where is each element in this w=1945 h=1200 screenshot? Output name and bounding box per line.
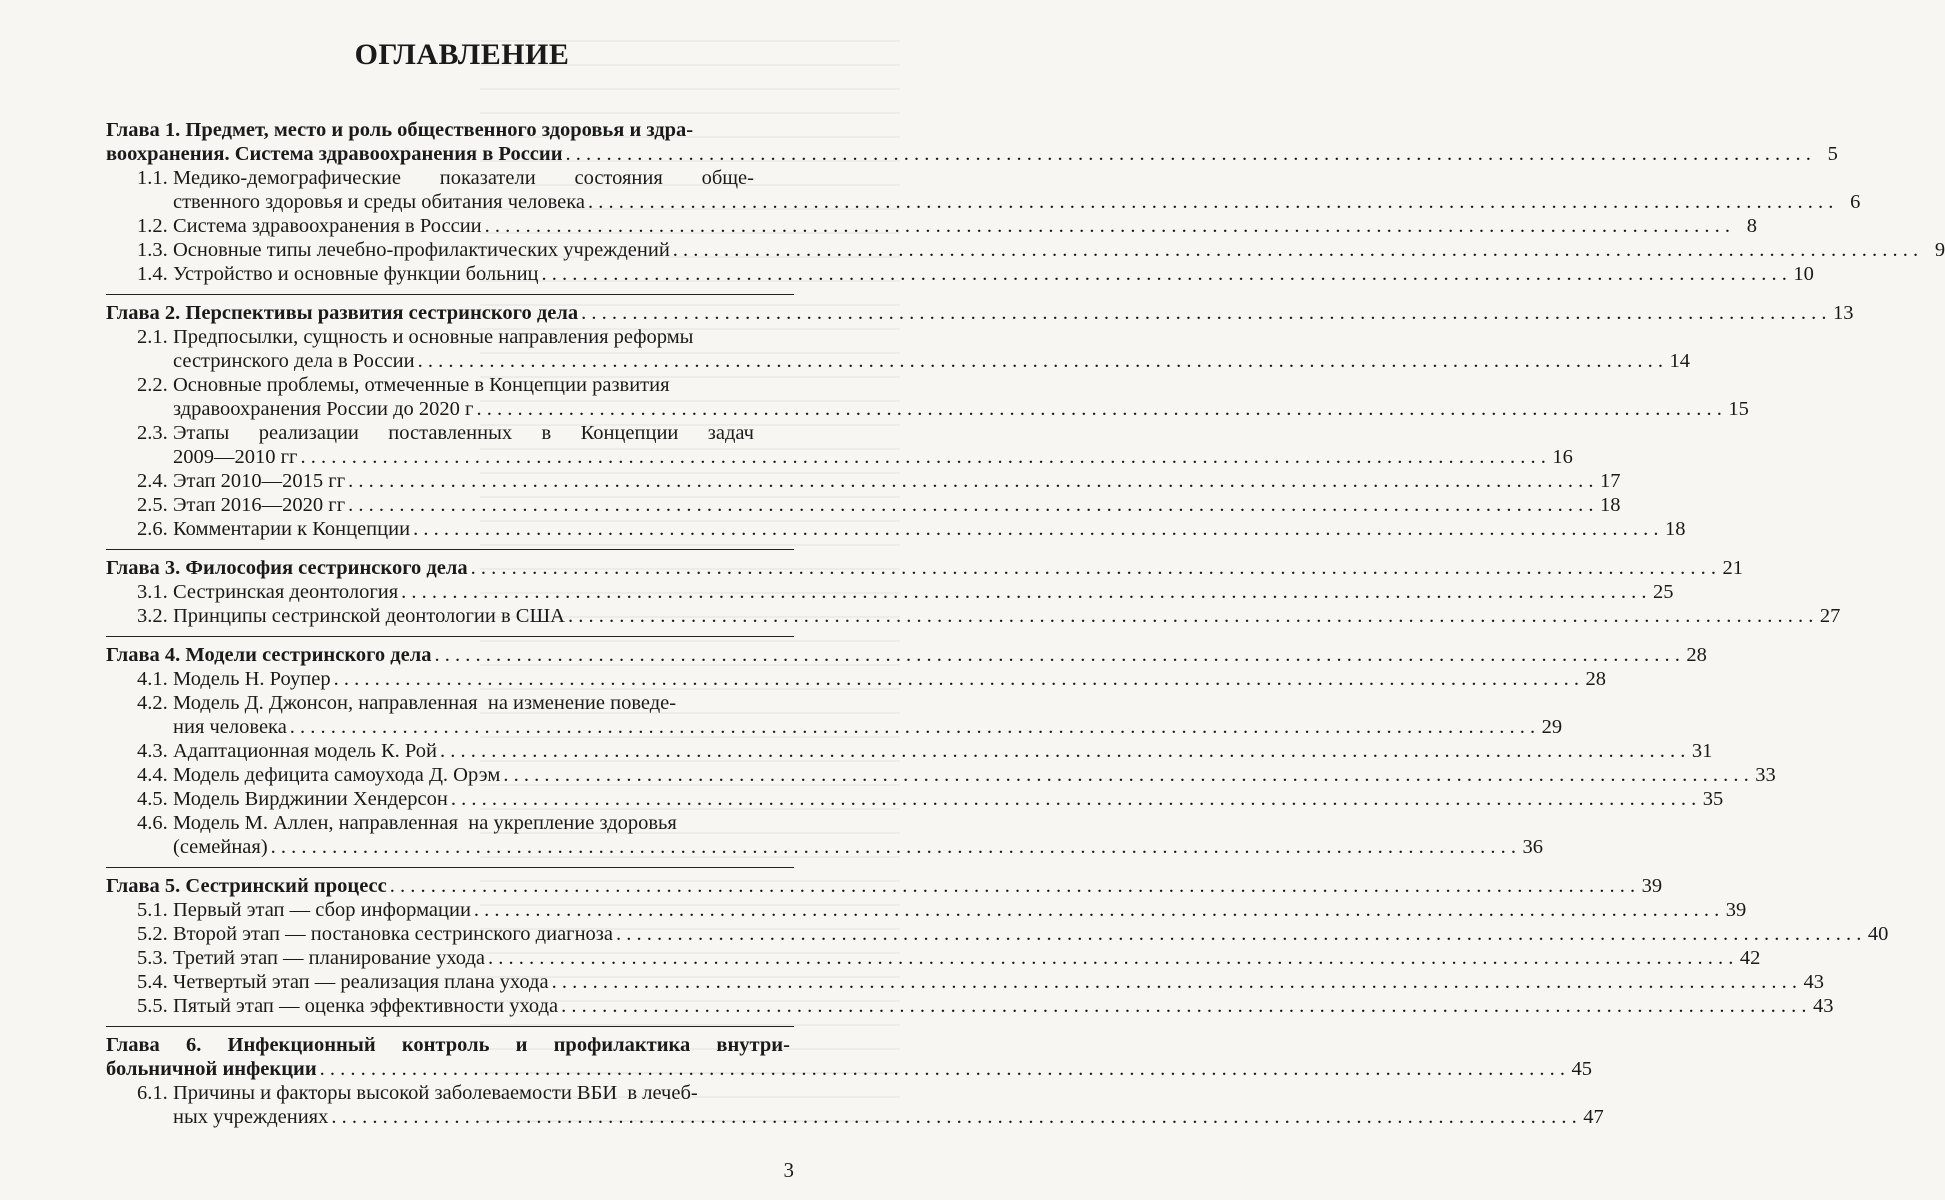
entry-number: 2.2.: [137, 374, 168, 396]
leader-dots: [435, 643, 1680, 667]
entry-title-part-2: ных учреждениях: [173, 1106, 329, 1128]
entry-number: 1.4.: [137, 263, 168, 285]
entry-number: 4.3.: [137, 740, 168, 762]
chapter-5-page: 39: [1641, 875, 1663, 897]
entry-number: 4.5.: [137, 788, 168, 810]
entry-page: 40: [1867, 923, 1889, 945]
chapter-4-title: Глава 4. Модели сестринского дела: [106, 644, 432, 666]
entry-title-part-2: 2009—2010 гг: [173, 446, 298, 468]
entry-title-part-2: (семейная): [173, 836, 268, 858]
entry-title: Третий этап — планирование ухода: [173, 947, 485, 969]
word: в: [541, 422, 552, 444]
chapter-4-page: 28: [1686, 644, 1707, 666]
entry-number: 4.4.: [137, 764, 168, 786]
entry-title: Адаптационная модель К. Рой: [173, 740, 438, 762]
entry-page: 16: [1552, 446, 1573, 468]
chapter-6-line-2[interactable]: [106, 1057, 1593, 1081]
word: Этапы: [173, 422, 230, 444]
chapter-3-line[interactable]: [106, 556, 1743, 580]
toc-entry-2-4[interactable]: [106, 469, 1621, 493]
divider: [106, 294, 794, 295]
toc-entry-4-2[interactable]: [106, 691, 794, 715]
entry-number: 2.4.: [137, 470, 168, 492]
entry-page: 28: [1585, 668, 1606, 690]
chapter-6-title-part-1: [106, 1033, 794, 1057]
word: Концепции: [580, 422, 679, 444]
word: Медико-демографические: [173, 167, 401, 189]
chapter-3-page: 21: [1722, 557, 1743, 579]
toc-entry-1-1[interactable]: [106, 166, 794, 190]
entry-title: Комментарии к Концепции: [173, 518, 411, 540]
divider: [106, 1026, 794, 1027]
word: обще-: [701, 167, 754, 189]
entry-number: 4.1.: [137, 668, 168, 690]
chapter-4-line[interactable]: [106, 643, 1707, 667]
toc-entry-6-1[interactable]: [106, 1081, 794, 1105]
page-number: 3: [783, 1158, 794, 1182]
word: показатели: [439, 167, 536, 189]
entry-page: 17: [1599, 470, 1621, 492]
entry-page: 43: [1803, 971, 1824, 993]
leader-dots: [451, 787, 1696, 811]
entry-title: Принципы сестринской деонтологии в США: [173, 605, 565, 627]
entry-page: 36: [1522, 836, 1544, 858]
toc-entry-4-1[interactable]: [106, 667, 1606, 691]
entry-number: 2.1.: [137, 326, 168, 348]
toc-entry-1-4[interactable]: [106, 262, 1814, 286]
entry-title: Второй этап — постановка сестринского диагноза: [173, 923, 613, 945]
leader-dots: [568, 604, 1813, 628]
chapter-5-title: Глава 5. Сестринский процесс: [106, 875, 387, 897]
word: реализации: [258, 422, 359, 444]
toc-entry-2-1-cont[interactable]: [106, 349, 1690, 373]
toc-entry-5-4[interactable]: [106, 970, 1824, 994]
entry-page: 39: [1725, 899, 1747, 921]
toc-entry-1-2[interactable]: [106, 214, 1758, 238]
entry-title: Пятый этап — оценка эффективности ухода: [173, 995, 559, 1017]
entry-page: 31: [1691, 740, 1713, 762]
toc-entry-2-6[interactable]: [106, 517, 1686, 541]
leader-dots: [552, 970, 1797, 994]
entry-page: 14: [1669, 350, 1690, 372]
entry-page: 25: [1653, 581, 1674, 603]
toc-entry-2-5[interactable]: [106, 493, 1621, 517]
entry-number: 5.4.: [137, 971, 168, 993]
chapter-1-page: 5: [1827, 143, 1838, 165]
toc-entry-2-1[interactable]: [106, 325, 794, 349]
entry-title-part-1: Основные проблемы, отмеченные в Концепции развития: [173, 374, 670, 396]
toc-entry-5-2[interactable]: [106, 922, 1889, 946]
toc-entry-4-6[interactable]: [106, 811, 794, 835]
word: состояния: [574, 167, 663, 189]
chapter-2-title: Глава 2. Перспективы развития сестринского дела: [106, 302, 579, 324]
entry-title: Этап 2010—2015 гг: [173, 470, 346, 492]
entry-title: Модель дефицита самоухода Д. Орэм: [173, 764, 501, 786]
page-title: ОГЛАВЛЕНИЕ: [354, 38, 570, 71]
entry-number: 5.5.: [137, 995, 168, 1017]
leader-dots: [561, 994, 1806, 1018]
toc-entry-3-2[interactable]: [106, 604, 1841, 628]
toc-entry-5-5[interactable]: [106, 994, 1834, 1018]
toc-entry-5-1[interactable]: [106, 898, 1747, 922]
entry-page: 18: [1599, 494, 1621, 516]
divider: [106, 867, 794, 868]
entry-page: 10: [1793, 263, 1814, 285]
entry-title-part-1: [173, 421, 794, 445]
entry-number: 2.3.: [137, 422, 168, 444]
chapter-6-title-part-2: больничной инфекции: [106, 1058, 317, 1080]
entry-page: 27: [1819, 605, 1841, 627]
entry-page: 8: [1746, 215, 1758, 237]
entry-title-part-1: Предпосылки, сущность и основные направления реформы: [173, 326, 694, 348]
chapter-1-title-part-1: Глава 1. Предмет, место и роль общественного здоровья и здра-: [106, 119, 694, 141]
entry-title: Первый этап — сбор информации: [173, 899, 471, 921]
entry-page: 33: [1755, 764, 1776, 786]
entry-number: 2.5.: [137, 494, 168, 516]
toc-entry-4-4[interactable]: [106, 763, 1776, 787]
entry-number: 4.2.: [137, 692, 168, 714]
entry-title: Система здравоохранения в России: [173, 215, 482, 237]
entry-page: 42: [1739, 947, 1761, 969]
toc-entry-2-2-cont[interactable]: [106, 397, 1749, 421]
entry-title: Основные типы лечебно-профилактических учреждений: [173, 239, 670, 261]
word: контроль: [401, 1034, 490, 1056]
entry-title-part-1: Модель М. Аллен, направленная на укрепление здоровья: [173, 812, 677, 834]
chapter-1-line-1[interactable]: [106, 118, 794, 142]
leader-dots: [581, 301, 1826, 325]
toc-entry-3-1[interactable]: [106, 580, 1674, 604]
entry-number: 5.1.: [137, 899, 168, 921]
chapter-6-line-1[interactable]: [106, 1033, 794, 1057]
chapter-2-page: 13: [1832, 302, 1854, 324]
chapter-6-page: 45: [1571, 1058, 1593, 1080]
toc-entry-1-3[interactable]: [106, 238, 1945, 262]
leader-dots: [616, 922, 1861, 946]
leader-dots: [476, 397, 1721, 421]
entry-page: 29: [1541, 716, 1563, 738]
entry-title: Четвертый этап — реализация плана ухода: [173, 971, 549, 993]
entry-number: 1.1.: [137, 167, 168, 189]
leader-dots: [471, 556, 1716, 580]
leader-dots: [542, 262, 1787, 286]
entry-page: 15: [1728, 398, 1749, 420]
leader-dots: [290, 715, 1535, 739]
leader-dots: [348, 493, 1593, 517]
entry-number: 2.6.: [137, 518, 168, 540]
leader-dots: [413, 517, 1658, 541]
entry-title-part-2: ственного здоровья и среды обитания человека: [173, 191, 586, 213]
entry-number: 6.1.: [137, 1082, 168, 1104]
entry-number: 3.1.: [137, 581, 168, 603]
toc-entry-1-1-cont[interactable]: [106, 190, 1861, 214]
word: Глава: [106, 1034, 160, 1056]
leader-dots: [440, 739, 1685, 763]
entry-number: 4.6.: [137, 812, 168, 834]
entry-title: Устройство и основные функции больниц: [173, 263, 539, 285]
entry-title-part-2: здравоохранения России до 2020 г: [173, 398, 474, 420]
word: поставленных: [388, 422, 513, 444]
leader-dots: [401, 580, 1646, 604]
toc-entry-6-1-cont[interactable]: [106, 1105, 1604, 1129]
word: и: [515, 1034, 528, 1056]
divider: [106, 636, 794, 637]
leader-dots: [485, 214, 1730, 238]
entry-page: 9: [1934, 239, 1945, 261]
word: внутри-: [716, 1034, 790, 1056]
leader-dots: [320, 1057, 1565, 1081]
leader-dots: [271, 835, 1516, 859]
leader-dots: [390, 874, 1635, 898]
entry-title: Этап 2016—2020 гг: [173, 494, 346, 516]
toc-entry-2-3-cont[interactable]: [106, 445, 1573, 469]
leader-dots: [566, 142, 1811, 166]
word: профилактика: [553, 1034, 691, 1056]
entry-title-part-1: Причины и факторы высокой заболеваемости ВБИ в лечеб-: [173, 1082, 698, 1104]
leader-dots: [488, 946, 1733, 970]
entry-page: 35: [1702, 788, 1724, 810]
leader-dots: [331, 1105, 1576, 1129]
leader-dots: [503, 763, 1748, 787]
leader-dots: [474, 898, 1719, 922]
entry-title: Модель Вирджинии Хендерсон: [173, 788, 448, 810]
toc-entry-2-3[interactable]: [106, 421, 794, 445]
chapter-1-title-part-2: воохранения. Система здравоохранения в России: [106, 143, 563, 165]
entry-page: 43: [1812, 995, 1834, 1017]
word: 6.: [185, 1034, 202, 1056]
leader-dots: [673, 238, 1918, 262]
entry-number: 5.2.: [137, 923, 168, 945]
entry-page: 18: [1664, 518, 1686, 540]
leader-dots: [300, 445, 1545, 469]
entry-number: 5.3.: [137, 947, 168, 969]
toc-entry-5-3[interactable]: [106, 946, 1761, 970]
word: задач: [707, 422, 754, 444]
entry-title-part-1: [173, 166, 794, 190]
chapter-1-line-2[interactable]: [106, 142, 1838, 166]
leader-dots: [418, 349, 1663, 373]
chapter-2-line[interactable]: [106, 301, 1854, 325]
toc-entry-2-2[interactable]: [106, 373, 794, 397]
entry-title: Сестринская деонтология: [173, 581, 399, 603]
chapter-3-title: Глава 3. Философия сестринского дела: [106, 557, 468, 579]
chapter-5-line[interactable]: [106, 874, 1663, 898]
entry-title-part-2: ния человека: [173, 716, 287, 738]
word: Инфекционный: [227, 1034, 376, 1056]
entry-title-part-2: сестринского дела в России: [173, 350, 415, 372]
toc-entry-4-5[interactable]: [106, 787, 1724, 811]
entry-number: 1.3.: [137, 239, 168, 261]
table-of-contents: [106, 118, 1945, 1129]
toc-entry-4-2-cont[interactable]: [106, 715, 1563, 739]
entry-number: 3.2.: [137, 605, 168, 627]
leader-dots: [348, 469, 1593, 493]
leader-dots: [334, 667, 1579, 691]
entry-page: 47: [1583, 1106, 1604, 1128]
entry-title: Модель Н. Роупер: [173, 668, 331, 690]
leader-dots: [588, 190, 1833, 214]
entry-page: 6: [1850, 191, 1861, 213]
toc-entry-4-6-cont[interactable]: [106, 835, 1544, 859]
divider: [106, 549, 794, 550]
entry-number: 1.2.: [137, 215, 168, 237]
entry-title-part-1: Модель Д. Джонсон, направленная на изменение поведе-: [173, 692, 677, 714]
toc-entry-4-3[interactable]: [106, 739, 1713, 763]
